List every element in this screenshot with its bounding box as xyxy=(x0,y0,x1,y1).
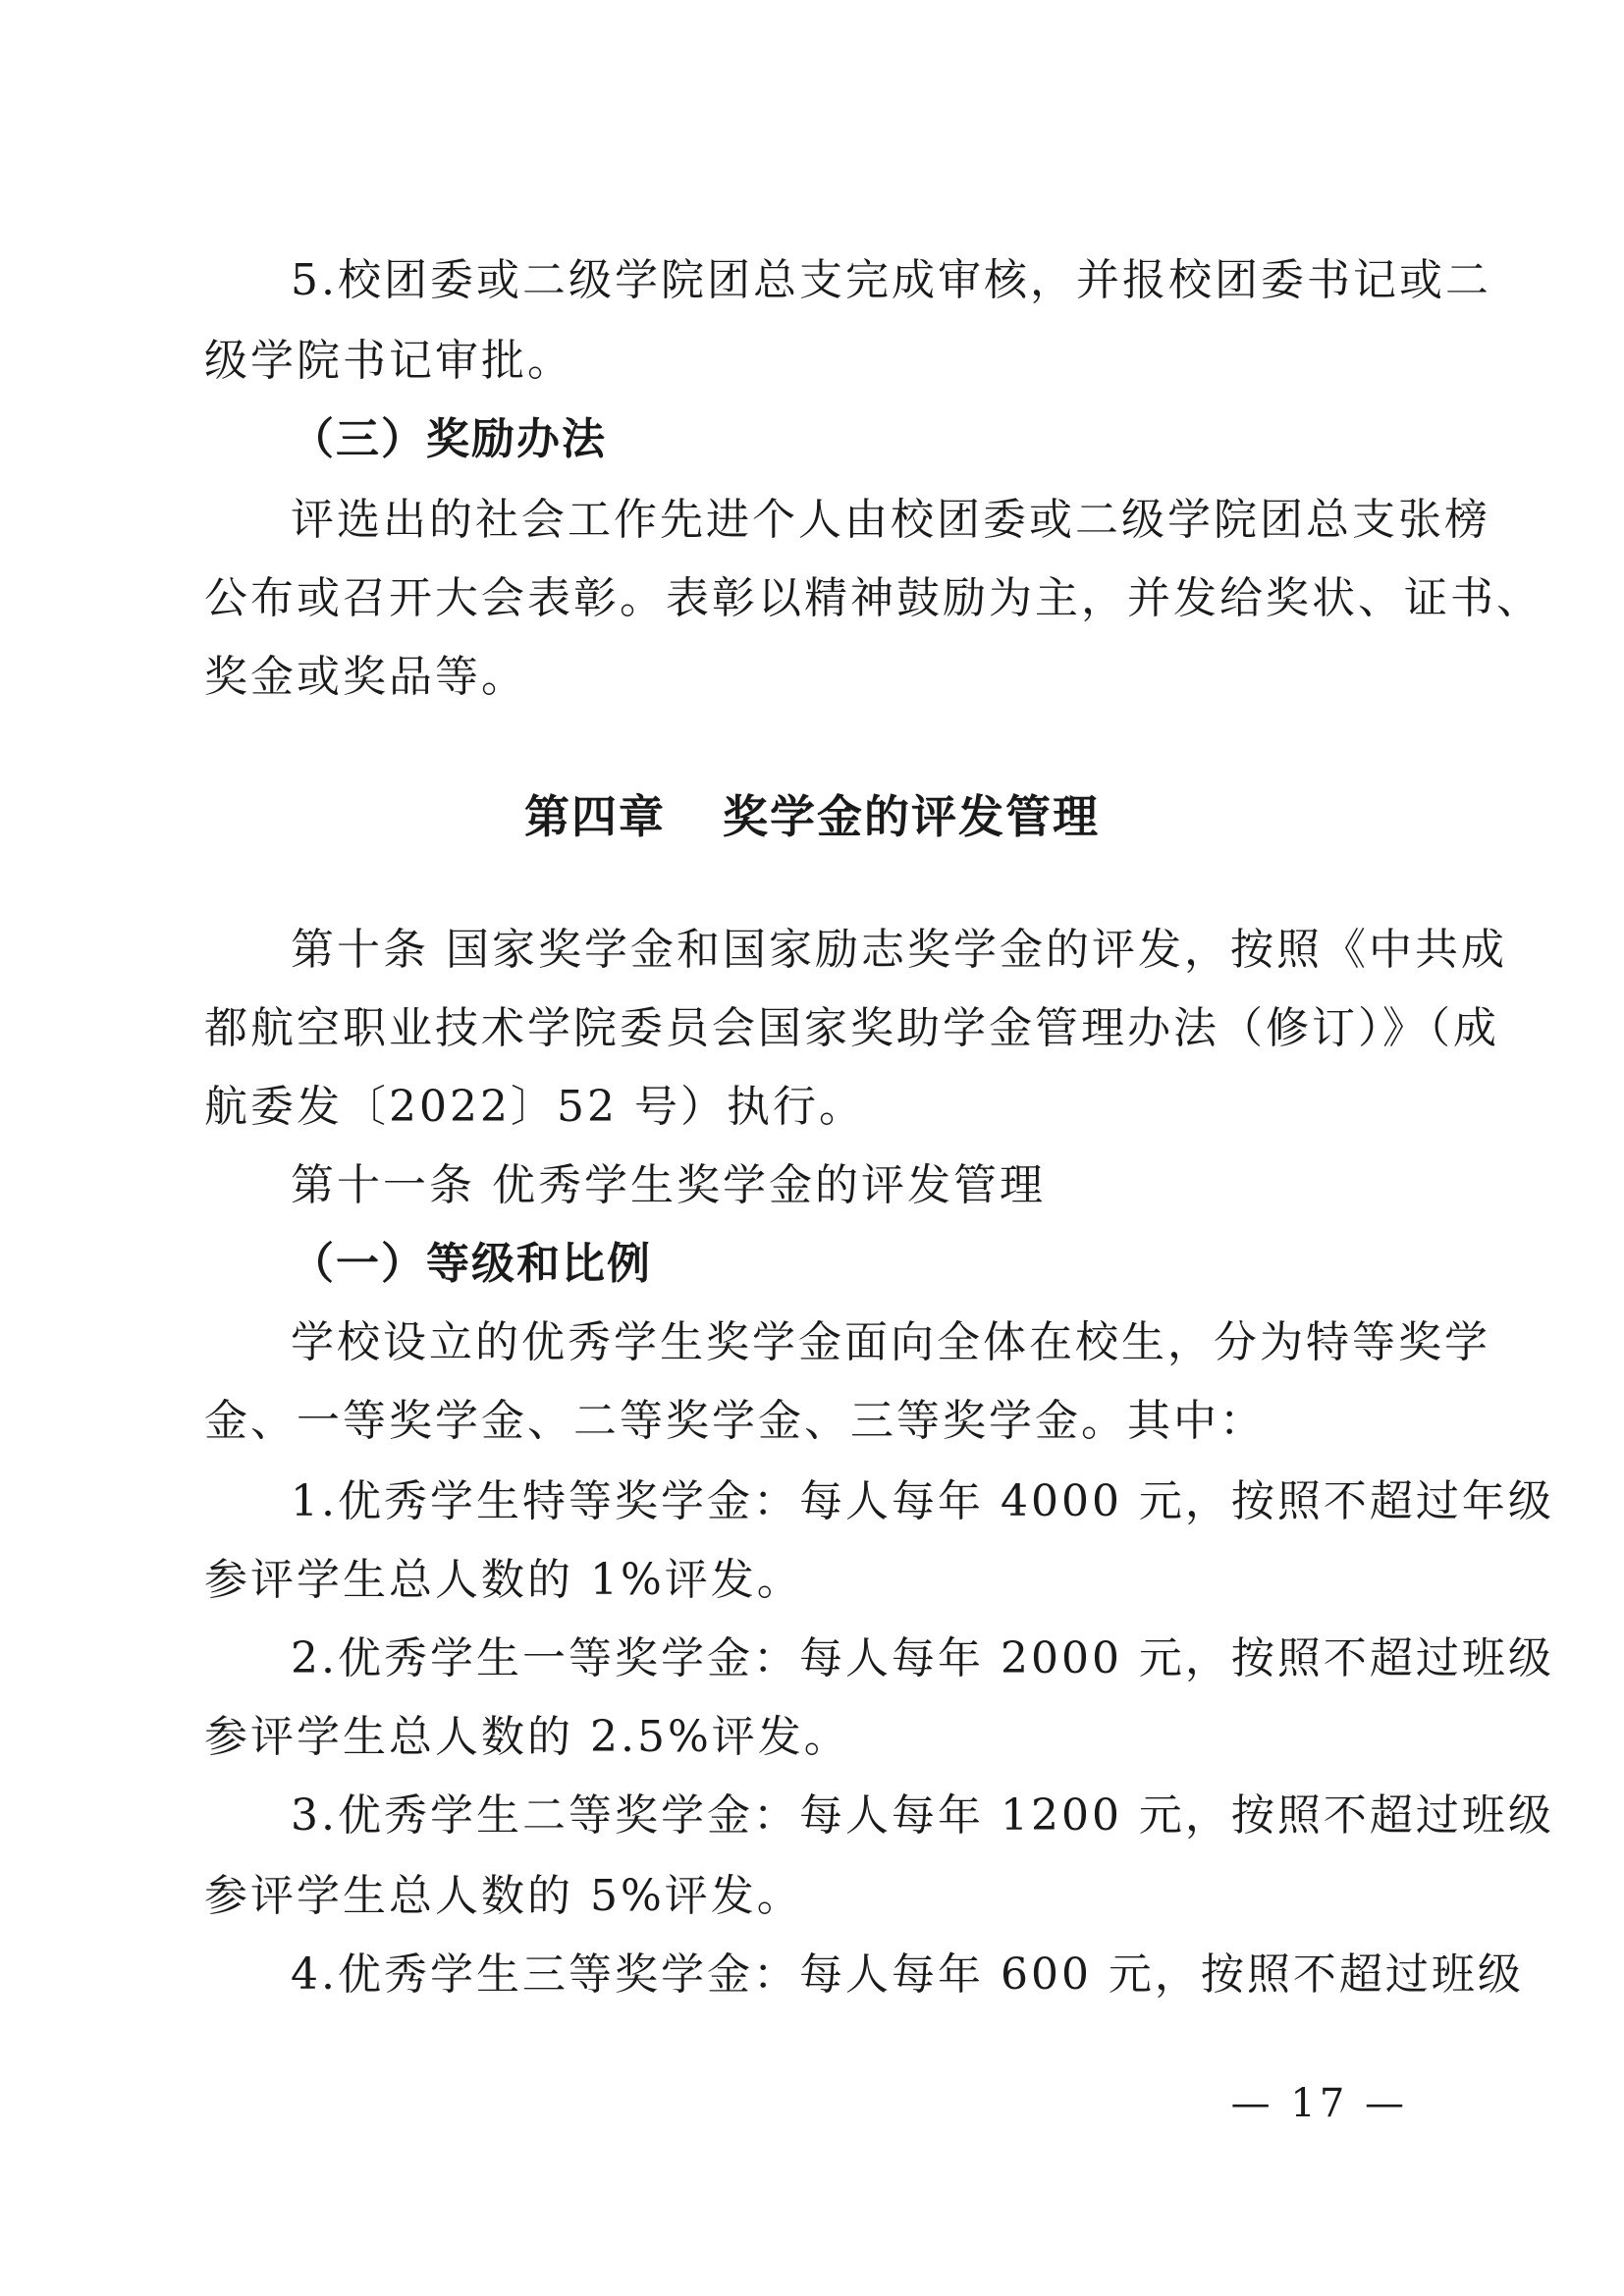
paragraph-line: 5.校团委或二级学院团总支完成审核，并报校团委书记或二 xyxy=(291,255,1491,305)
section-heading: （一）等级和比例 xyxy=(291,1239,652,1289)
section-heading: （三）奖励办法 xyxy=(291,414,607,464)
page-number: — 17 — xyxy=(1230,2081,1408,2126)
chapter-heading xyxy=(0,785,1624,848)
chapter-number: 第四章 xyxy=(524,790,666,843)
list-item: 1.优秀学生特等奖学金：每人每年 4000 元，按照不超过年级 xyxy=(291,1476,1554,1526)
paragraph-line: 第十条 国家奖学金和国家励志奖学金的评发，按照《中共成 xyxy=(291,925,1507,975)
paragraph-line: 公布或召开大会表彰。表彰以精神鼓励为主，并发给奖状、证书、 xyxy=(204,573,1543,623)
paragraph-line: 评选出的社会工作先进个人由校团委或二级学院团总支张榜 xyxy=(291,495,1490,545)
list-item-continuation: 参评学生总人数的 5%评发。 xyxy=(204,1871,803,1921)
paragraph-line: 学校设立的优秀学生奖学金面向全体在校生，分为特等奖学 xyxy=(291,1317,1490,1367)
paragraph-line: 都航空职业技术学院委员会国家奖助学金管理办法（修订）》（成 xyxy=(204,1003,1499,1053)
chapter-title: 奖学金的评发管理 xyxy=(723,790,1100,843)
list-item: 3.优秀学生二等奖学金：每人每年 1200 元，按照不超过班级 xyxy=(291,1790,1554,1841)
list-item: 4.优秀学生三等奖学金：每人每年 600 元，按照不超过班级 xyxy=(291,1949,1524,2000)
list-item: 2.优秀学生一等奖学金：每人每年 2000 元，按照不超过班级 xyxy=(291,1633,1554,1683)
paragraph-line: 金、一等奖学金、二等奖学金、三等奖学金。其中： xyxy=(204,1396,1266,1446)
list-item-continuation: 参评学生总人数的 2.5%评发。 xyxy=(204,1712,850,1762)
list-item-continuation: 参评学生总人数的 1%评发。 xyxy=(204,1555,803,1605)
paragraph-line: 奖金或奖品等。 xyxy=(204,652,527,702)
article-heading: 第十一条 优秀学生奖学金的评发管理 xyxy=(291,1160,1046,1210)
paragraph-line: 级学院书记审批。 xyxy=(204,336,573,386)
paragraph-line: 航委发〔2022〕52 号）执行。 xyxy=(204,1082,865,1132)
